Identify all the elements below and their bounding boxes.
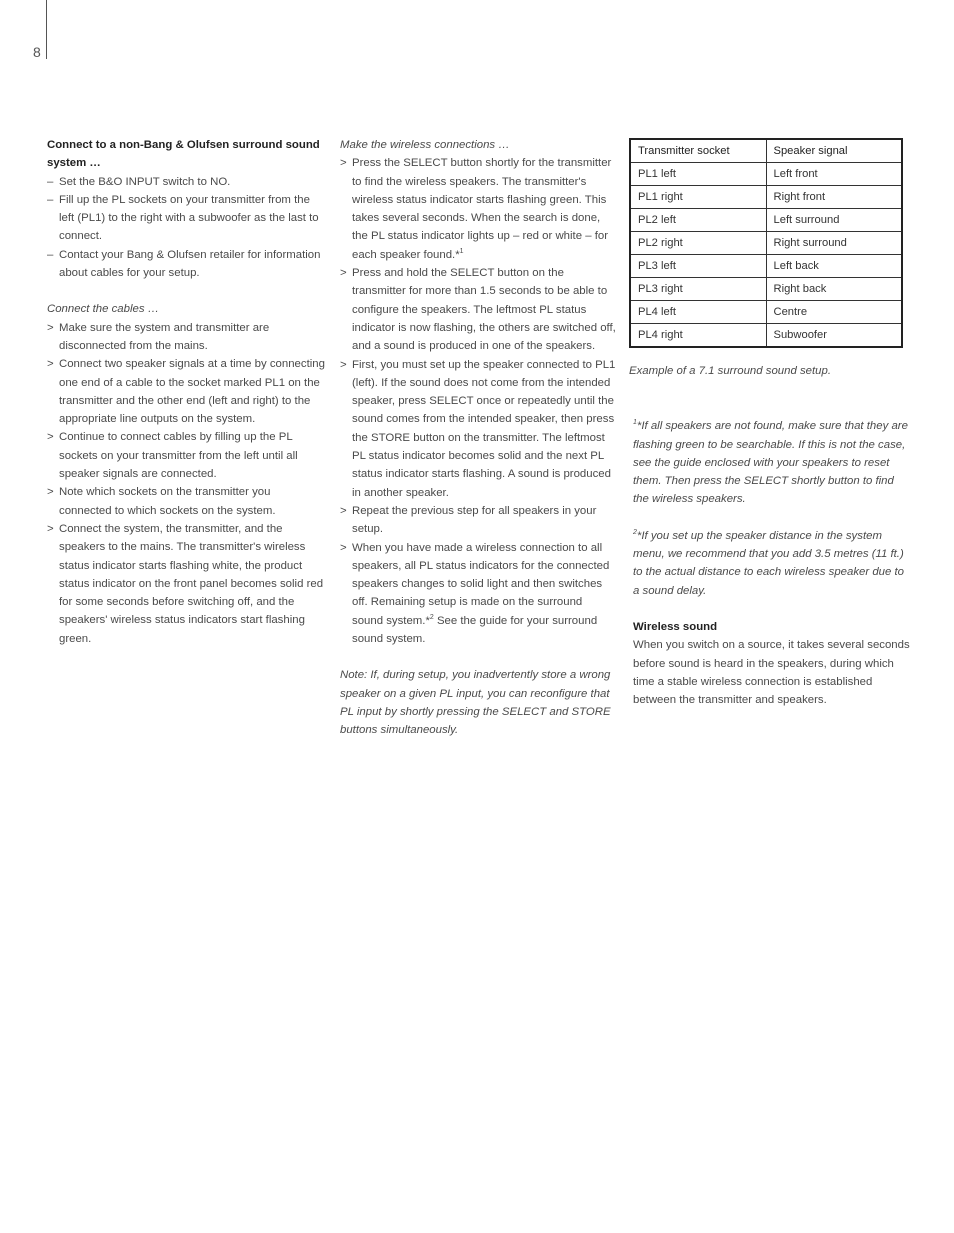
column-right <box>629 136 911 709</box>
list-item: – Fill up the PL sockets on your transmitter from the left (PL1) to the right with a subwoofer as the last to connect. <box>47 193 319 243</box>
wireless-sound-text: When you switch on a source, it takes several seconds before sound is heard in the speakers, during which time a stable wireless connection is established between the transmitter and speakers. <box>633 639 910 707</box>
speaker-signal-table <box>629 138 903 348</box>
table-header-row <box>630 139 902 163</box>
list-item: > Connect two speaker signals at a time by connecting one end of a cable to the socket marked PL1 on the transmitter and the other end (left and right) to the appropriate line outputs on the system. <box>47 358 325 426</box>
list-item: > Make sure the system and transmitter are disconnected from the mains. <box>47 321 270 352</box>
footnote-ref: 2 <box>429 613 434 621</box>
list-item: – Set the B&O INPUT switch to NO. <box>47 175 231 188</box>
non-bo-steps <box>47 173 325 283</box>
footnote-ref: 1 <box>459 247 464 255</box>
table-row: PL2 right Right surround <box>630 232 902 255</box>
table-row: PL1 left Left front <box>630 163 902 186</box>
table-row: PL2 left Left surround <box>630 209 902 232</box>
list-item: – Contact your Bang & Olufsen retailer for information about cables for your setup. <box>47 248 321 280</box>
table-caption: Example of a 7.1 surround sound setup. <box>629 365 831 377</box>
setup-note: Note: If, during setup, you inadvertently store a wrong speaker on a given PL input, you can reconfigure that PL input by shortly pressing the SELECT and STORE buttons simultaneously. <box>340 669 611 737</box>
list-item: > Note which sockets on the transmitter you connected to which sockets on the system. <box>47 486 276 517</box>
section-title-wireless-sound: Wireless sound <box>633 620 718 633</box>
table-header: Speaker signal <box>766 139 902 163</box>
page-number: 8 <box>33 44 41 60</box>
list-item: > Repeat the previous step for all speakers in your setup. <box>340 504 597 536</box>
section-title-wireless-connections: Make the wireless connections … <box>340 139 510 151</box>
list-item: > First, you must set up the speaker connected to PL1 (left). If the sound does not come from the intended speaker, press SELECT once or repeatedly until the sound comes from the intended speaker, then press the STORE button on the transmitter. The leftmost PL status indicator becomes solid and the next PL status indicator starts flashing. A sound is produced in another speaker. <box>340 358 616 499</box>
connect-cables-steps <box>47 319 325 648</box>
list-item: > Connect the system, the transmitter, and the speakers to the mains. The transmitter's wireless status indicator starts flashing white, the product status indicator on the front panel becomes solid red for some seconds before switching off, and the speakers' wireless status indicators start flashing green. <box>47 522 324 645</box>
table-header: Transmitter socket <box>630 139 766 163</box>
list-item: > Press the SELECT button shortly for the transmitter to find the wireless speakers. The transmitter's wireless status indicator starts flashing green. This takes several seconds. When the search is done, the PL status indicator lights up – red or white – for each speaker found.*$^1$ <box>340 157 612 261</box>
table-row: PL4 right Subwoofer <box>630 324 902 348</box>
list-item: > When you have made a wireless connection to all speakers, all PL status indicators for the connected speakers changes to solid light and then switches off. Remaining setup is made on the surround sound system.*$^2$ See the guide for your surround sound system. <box>340 541 610 646</box>
table-row: PL3 left Left back <box>630 255 902 278</box>
section-title-connect-cables: Connect the cables … <box>47 303 160 316</box>
section-title-non-bo: Connect to a non-Bang & Olufsen surround sound system … <box>47 139 320 170</box>
footnote-1: $^1$*If all speakers are not found, make sure that they are flashing green to be searchable. If this is not the case, see the guide enclosed with your speakers to reset them. Then press the SELECT shortly button to find the wireless speakers. <box>633 419 908 506</box>
list-item: > Press and hold the SELECT button on the transmitter for more than 1.5 seconds to be able to configure the speakers. The leftmost PL status indicator is now flashing, the others are switched off, and a sound is produced in one of the speakers. <box>340 267 616 353</box>
column-middle <box>340 136 616 740</box>
table-row: PL1 right Right front <box>630 186 902 209</box>
page-rule <box>46 0 47 59</box>
footnote-2: $^2$*If you set up the speaker distance in the system menu, we recommend that you add 3.5 metres (11 ft.) to the actual distance to each wireless speaker due to a sound delay. <box>633 528 905 597</box>
wireless-connection-steps <box>340 154 616 648</box>
table-row: PL4 left Centre <box>630 301 902 324</box>
list-item: > Continue to connect cables by filling up the PL sockets on your transmitter from the left until all speaker signals are connected. <box>47 431 298 481</box>
column-left <box>47 136 325 648</box>
table-row: PL3 right Right back <box>630 278 902 301</box>
